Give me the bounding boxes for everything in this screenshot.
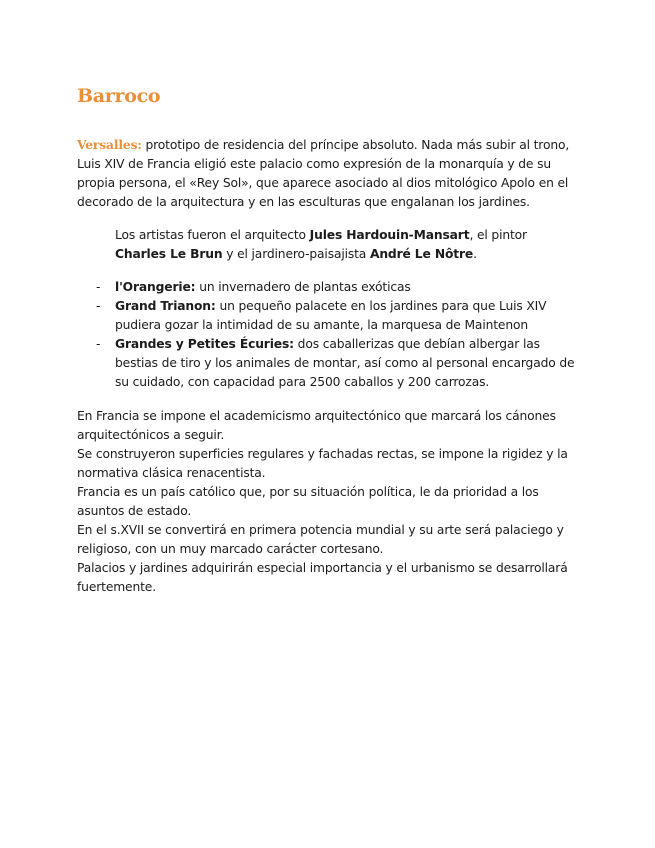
artist-architect: Jules Hardouin-Mansart bbox=[309, 228, 470, 242]
paragraph: Francia es un país católico que, por su situación política, le da prioridad a los asuntos de estado. bbox=[77, 485, 539, 518]
intro-text: prototipo de residencia del príncipe absoluto. Nada más subir al trono, Luis XIV de Francia eligió este palacio como expresión de la monarquía y de su propia persona, el «Rey Sol», que aparece asociado al dios mitológico Apolo en el decorado de la arquitectura y en las esculturas que engalanan los jardines. bbox=[77, 138, 570, 209]
intro-paragraph bbox=[77, 135, 577, 212]
list-item-text: dos caballerizas que debían albergar las bestias de tiro y los animales de montar, así como al personal encargado de su cuidado, con capacidad para 2500 caballos y 200 carrozas. bbox=[115, 337, 575, 389]
bullet-dash: - bbox=[96, 280, 101, 294]
closing-paragraphs bbox=[77, 407, 577, 597]
artists-text-3: y el jardinero-paisajista bbox=[222, 247, 370, 261]
page-title: Barroco bbox=[77, 85, 161, 107]
bullet-dash: - bbox=[96, 299, 101, 313]
artist-gardener: André Le Nôtre bbox=[369, 247, 474, 261]
list-item-text: un pequeño palacete en los jardines para que Luis XIV pudiera gozar la intimidad de su amante, la marquesa de Maintenon bbox=[115, 299, 547, 332]
paragraph: Palacios y jardines adquirirán especial importancia y el urbanismo se desarrollará fuertemente. bbox=[77, 561, 568, 594]
buildings-list bbox=[77, 278, 577, 392]
intro-lead: Versalles: bbox=[77, 137, 142, 152]
artists-text-2: , el pintor bbox=[469, 228, 527, 242]
list-item-text: un invernadero de plantas exóticas bbox=[195, 280, 411, 294]
document-page bbox=[77, 84, 577, 597]
list-item-term: Grandes y Petites Écuries: bbox=[115, 337, 294, 351]
artists-text-4: . bbox=[473, 247, 477, 261]
artist-painter: Charles Le Brun bbox=[115, 247, 223, 261]
paragraph: En el s.XVII se convertirá en primera potencia mundial y su arte será palaciego y religioso, con un muy marcado carácter cortesano. bbox=[77, 523, 564, 556]
bullet-dash: - bbox=[96, 337, 101, 351]
list-item bbox=[77, 297, 577, 335]
artists-text-1: Los artistas fueron el arquitecto bbox=[115, 228, 310, 242]
paragraph: Se construyeron superficies regulares y fachadas rectas, se impone la rigidez y la normativa clásica renacentista. bbox=[77, 447, 568, 480]
list-item-term: l'Orangerie: bbox=[115, 280, 196, 294]
list-item-term: Grand Trianon: bbox=[115, 299, 216, 313]
paragraph: En Francia se impone el academicismo arquitectónico que marcará los cánones arquitectónicos a seguir. bbox=[77, 409, 556, 442]
list-item bbox=[77, 278, 577, 297]
list-item bbox=[77, 335, 577, 392]
artists-paragraph bbox=[115, 226, 577, 264]
